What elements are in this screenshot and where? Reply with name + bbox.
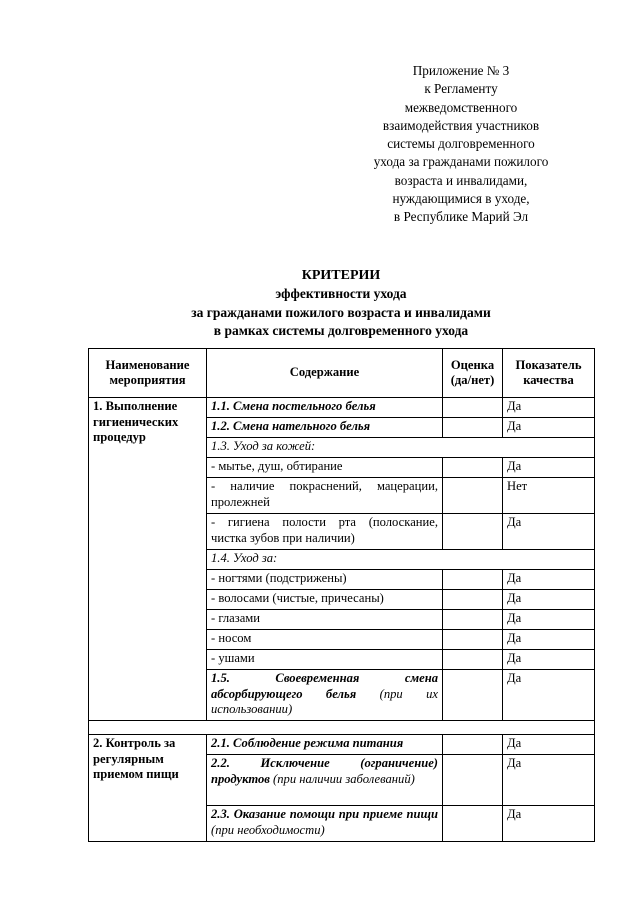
title-line: в рамках системы долговременного ухода: [213, 323, 469, 339]
rating-cell[interactable]: [443, 755, 503, 806]
criteria-table: [88, 348, 595, 842]
quality-cell: Да: [503, 570, 595, 590]
appendix-line: нуждающимися в уходе,: [392, 191, 530, 207]
table-row: [89, 398, 595, 418]
quality-cell: Нет: [503, 478, 595, 514]
content-cell: - носом: [207, 630, 443, 650]
document-title: [90, 267, 592, 341]
quality-cell: Да: [503, 630, 595, 650]
subsection-heading: 1.3. Уход за кожей:: [207, 438, 595, 458]
quality-cell: Да: [503, 418, 595, 438]
appendix-line: возраста и инвалидами,: [394, 172, 528, 188]
content-cell: [207, 806, 443, 842]
content-cell: - ногтями (подстрижены): [207, 570, 443, 590]
rating-cell[interactable]: [443, 514, 503, 550]
appendix-line: системы долговременного: [387, 136, 535, 152]
quality-cell: Да: [503, 590, 595, 610]
content-cell: - волосами (чистые, причесаны): [207, 590, 443, 610]
spacer-cell: [89, 721, 595, 735]
content-note: (при необходимости): [211, 822, 325, 837]
quality-cell: Да: [503, 650, 595, 670]
content-cell: - наличие покраснений, мацерации, пролежней: [207, 478, 443, 514]
appendix-header: [345, 62, 577, 227]
quality-cell: Да: [503, 398, 595, 418]
quality-cell: Да: [503, 670, 595, 721]
table-row: [89, 735, 595, 755]
content-cell: - гигиена полости рта (полоскание, чистка зубов при наличии): [207, 514, 443, 550]
section-name: 2. Контроль за регулярным приемом пищи: [89, 735, 207, 842]
rating-cell[interactable]: [443, 398, 503, 418]
quality-cell: Да: [503, 514, 595, 550]
content-main: 2.3. Оказание помощи при приеме пищи: [211, 807, 438, 821]
appendix-line: к Регламенту: [424, 81, 498, 97]
appendix-line: в Республике Марий Эл: [393, 209, 529, 225]
header-name: Наименование мероприятия: [89, 349, 207, 398]
content-note: (при наличии заболеваний): [273, 771, 415, 786]
content-main: 2.2. Исключение (ограничение) продуктов: [211, 756, 438, 786]
header-content: Содержание: [207, 349, 443, 398]
rating-cell[interactable]: [443, 458, 503, 478]
content-cell: - ушами: [207, 650, 443, 670]
content-cell: 1.1. Смена постельного белья: [207, 398, 443, 418]
quality-cell: Да: [503, 755, 595, 806]
content-cell: 2.1. Соблюдение режима питания: [207, 735, 443, 755]
quality-cell: Да: [503, 806, 595, 842]
appendix-line: Приложение № 3: [412, 63, 510, 78]
title-line: за гражданами пожилого возраста и инвалидами: [191, 304, 491, 320]
rating-cell[interactable]: [443, 478, 503, 514]
subsection-heading: 1.4. Уход за:: [207, 550, 595, 570]
rating-cell[interactable]: [443, 806, 503, 842]
quality-cell: Да: [503, 610, 595, 630]
rating-cell[interactable]: [443, 418, 503, 438]
content-cell: [207, 755, 443, 806]
content-cell: [207, 670, 443, 721]
content-main: 1.5. Своевременная смена абсорбирующего белья: [211, 671, 438, 701]
rating-cell[interactable]: [443, 670, 503, 721]
title-line: эффективности ухода: [275, 286, 407, 302]
content-cell: - мытье, душ, обтирание: [207, 458, 443, 478]
content-note: (при их использовании): [211, 686, 439, 716]
spacer-row: [89, 721, 595, 735]
rating-cell[interactable]: [443, 650, 503, 670]
quality-cell: Да: [503, 458, 595, 478]
section-name: 1. Выполнение гигиенических процедур: [89, 398, 207, 721]
header-quality: Показатель качества: [503, 349, 595, 398]
rating-cell[interactable]: [443, 630, 503, 650]
quality-cell: Да: [503, 735, 595, 755]
appendix-line: взаимодействия участников: [382, 117, 540, 133]
table-header-row: [89, 349, 595, 398]
title-line: КРИТЕРИИ: [301, 268, 381, 283]
appendix-line: межведомственного: [404, 99, 518, 115]
rating-cell[interactable]: [443, 570, 503, 590]
rating-cell[interactable]: [443, 735, 503, 755]
content-cell: - глазами: [207, 610, 443, 630]
header-rating: Оценка (да/нет): [443, 349, 503, 398]
appendix-line: ухода за гражданами пожилого: [373, 154, 549, 170]
rating-cell[interactable]: [443, 590, 503, 610]
rating-cell[interactable]: [443, 610, 503, 630]
content-cell: 1.2. Смена нательного белья: [207, 418, 443, 438]
